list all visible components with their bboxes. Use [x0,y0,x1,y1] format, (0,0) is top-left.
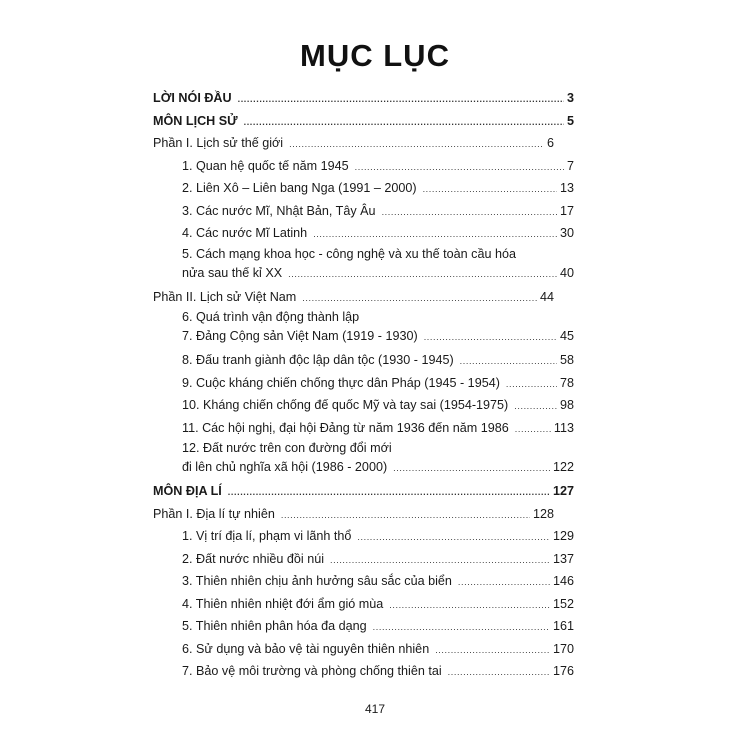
dot-leader [382,201,557,224]
page-title: MỤC LỤC [300,38,450,73]
entry-page: 137 [552,551,574,566]
dot-leader [393,459,550,478]
dot-leader [244,111,564,134]
entry-page: 113 [553,420,574,435]
entry-title: 5. Thiên nhiên phân hóa đa dạng [182,619,367,633]
entry-page: 161 [552,619,574,633]
entry-page: 45 [559,329,574,343]
dot-leader [228,481,550,504]
toc-entry[interactable] [153,615,574,638]
toc-entry[interactable] [153,593,574,616]
dot-leader [515,418,551,441]
toc-entry[interactable] [153,417,574,440]
entry-title: 6. Quá trình vận động thành lập [182,310,360,324]
entry-page: 98 [559,398,574,412]
entry-page: 152 [552,596,574,611]
toc-entry[interactable] [153,155,574,178]
entry-title: 5. Cách mạng khoa học - công nghệ và xu thế toàn cầu hóa [182,246,516,261]
toc-entry[interactable] [153,660,574,683]
entry-title-cont: nửa sau thế kỉ XX [182,265,283,280]
toc-entry-history[interactable] [153,110,574,133]
entry-page: 44 [539,289,554,304]
entry-title: 1. Vị trí địa lí, phạm vi lãnh thổ [182,529,352,543]
dot-leader [313,223,557,246]
toc-entry[interactable] [153,638,574,661]
entry-title: 1. Quan hệ quốc tế năm 1945 [182,158,349,173]
entry-page: 30 [559,226,574,240]
entry-page: 128 [532,506,554,521]
dot-leader [448,661,550,684]
entry-page: 58 [559,353,574,367]
entry-page: 129 [552,529,574,543]
entry-page: 17 [559,203,574,218]
toc-entry[interactable] [153,349,574,372]
toc-entry[interactable] [153,570,574,593]
entry-page: 127 [552,484,574,498]
toc-entry[interactable] [153,200,574,223]
entry-title: 4. Thiên nhiên nhiệt đới ẩm gió mùa [182,596,384,611]
entry-title: 7. Bảo vệ môi trường và phòng chống thiên tai [182,664,442,678]
dot-leader [460,350,557,373]
entry-title: MÔN ĐỊA LÍ [153,484,222,498]
entry-title-cont: 7. Đảng Cộng sản Việt Nam (1919 - 1930) [182,329,418,343]
dot-leader [373,616,550,639]
entry-title: 6. Sử dụng và bảo vệ tài nguyên thiên nhiên [182,641,430,656]
dot-leader [514,395,557,418]
entry-page: 3 [566,91,574,105]
toc-entry[interactable] [153,394,574,417]
toc-entry[interactable] [153,372,574,395]
toc-entry[interactable] [153,525,574,548]
dot-leader [289,133,544,156]
entry-title: 9. Cuộc kháng chiến chống thực dân Pháp (1945 - 1954) [182,375,500,390]
entry-title: LỜI NÓI ĐẦU [153,91,232,105]
entry-page: 13 [559,181,574,195]
toc-entry[interactable] [153,308,574,349]
dot-leader [288,265,557,284]
dot-leader [424,328,557,347]
entry-title: Phần I. Lịch sử thế giới [153,136,284,150]
entry-page: 40 [559,265,574,280]
entry-title: 3. Các nước Mĩ, Nhật Bản, Tây Âu [182,203,376,218]
toc-entry[interactable] [153,548,574,571]
entry-page: 122 [552,460,574,474]
entry-page: 78 [559,375,574,390]
toc-entry[interactable] [153,245,574,286]
entry-title: 2. Liên Xô – Liên bang Nga (1991 – 2000) [182,181,417,195]
toc-entry[interactable] [153,177,574,200]
entry-page: 176 [552,664,574,678]
dot-leader [357,526,550,549]
dot-leader [330,549,550,572]
toc-entry-geography[interactable] [153,480,574,503]
toc-entry[interactable] [153,439,574,480]
toc-entry[interactable] [153,222,574,245]
entry-page: 6 [546,136,554,150]
toc-entry-part[interactable] [153,132,554,155]
entry-page: 7 [566,158,574,173]
entry-title-cont: đi lên chủ nghĩa xã hội (1986 - 2000) [182,460,388,474]
dot-leader [458,571,550,594]
entry-title: Phần II. Lịch sử Việt Nam [153,289,297,304]
dot-leader [281,504,530,527]
entry-title: Phần I. Địa lí tự nhiên [153,506,275,521]
dot-leader [238,88,564,111]
entry-title: 2. Đất nước nhiều đồi núi [182,551,325,566]
entry-title: 11. Các hội nghị, đại hội Đảng từ năm 1936 đến năm 1986 [182,420,509,435]
dot-leader [389,594,550,617]
dot-leader [355,156,564,179]
toc-entry-preface[interactable] [153,87,574,110]
entry-title: 3. Thiên nhiên chịu ảnh hưởng sâu sắc của biển [182,574,452,588]
toc-entry-part[interactable] [153,286,554,309]
table-of-contents [153,87,574,683]
entry-page: 5 [566,113,574,128]
dot-leader [506,373,557,396]
dot-leader [435,639,550,662]
toc-entry-part[interactable] [153,503,554,526]
dot-leader [302,287,537,310]
entry-page: 146 [552,574,574,588]
entry-title: 10. Kháng chiến chống đế quốc Mỹ và tay sai (1954-1975) [182,398,509,412]
page-number: 417 [364,702,386,716]
entry-title: MÔN LỊCH SỬ [153,113,238,128]
entry-title: 4. Các nước Mĩ Latinh [182,226,308,240]
dot-leader [423,178,557,201]
entry-page: 170 [552,641,574,656]
entry-title: 12. Đất nước trên con đường đổi mới [182,441,392,455]
entry-title: 8. Đấu tranh giành độc lập dân tộc (1930 - 1945) [182,353,454,367]
